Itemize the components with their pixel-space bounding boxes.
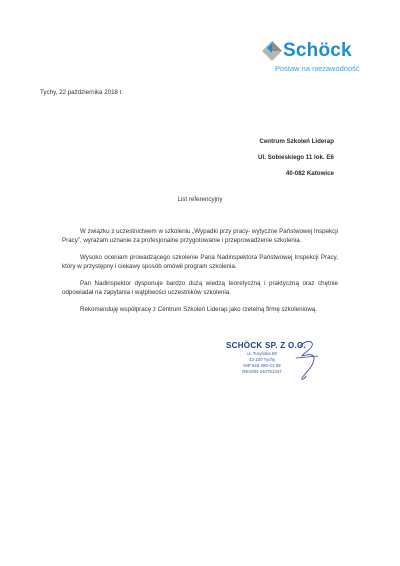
stamp-nip: NIP 646-280-41-09: [243, 363, 281, 368]
body-paragraph: Rekomenduję współpracę z Centrum Szkoleń Liderap jako rzetelną firmę szkoleniową.: [80, 306, 317, 313]
body-paragraph: Pan Nadinspektor dysponuje bardzo dużą wiedzą teoretyczną i praktyczną oraz chętnie odpowiadał na zapytania i wątpliwości uczestników szkolenia.: [62, 280, 338, 296]
stamp-city: 43-100 Tychy: [248, 357, 276, 362]
letter-body: [62, 227, 338, 322]
body-paragraph: Wysoko oceniam prowadzącego szkolenie Pana Nadinspektora Państwowej Inspekcji Pracy, który w przystępny i ciekawy sposób omówił program szkolenia.: [62, 254, 338, 270]
stamp-regon: REGON 240781347: [242, 369, 282, 374]
letter-subject: List referencyjny: [177, 196, 223, 203]
handwritten-signature: [292, 336, 322, 384]
logo-tagline: Postaw na niezawodność: [275, 64, 360, 73]
stamp-company-name: SCHÖCK SP. Z O.O.: [226, 341, 307, 350]
recipient-address: [258, 134, 334, 182]
recipient-name: Centrum Szkoleń Liderap: [259, 138, 334, 145]
logo-wordmark: Schöck: [283, 40, 352, 61]
stamp-street: ul. Turyńska 80: [247, 351, 277, 356]
schock-logo-icon: [261, 40, 283, 62]
body-paragraph: W związku z uczestnictwem w szkoleniu „Wypadki przy pracy- wytyczne Państwowej Inspekcji Pracy”, wyrażam uznanie za profesjonalne przygotowanie i przeprowadzenie szkolenia.: [62, 228, 338, 244]
recipient-city: 40-082 Katowice: [285, 170, 334, 177]
place-date: Tychy, 22 października 2018 r.: [40, 89, 124, 96]
recipient-street: Ul. Sobieskiego 11 lok. E6: [258, 154, 334, 161]
company-logo: [261, 38, 373, 78]
